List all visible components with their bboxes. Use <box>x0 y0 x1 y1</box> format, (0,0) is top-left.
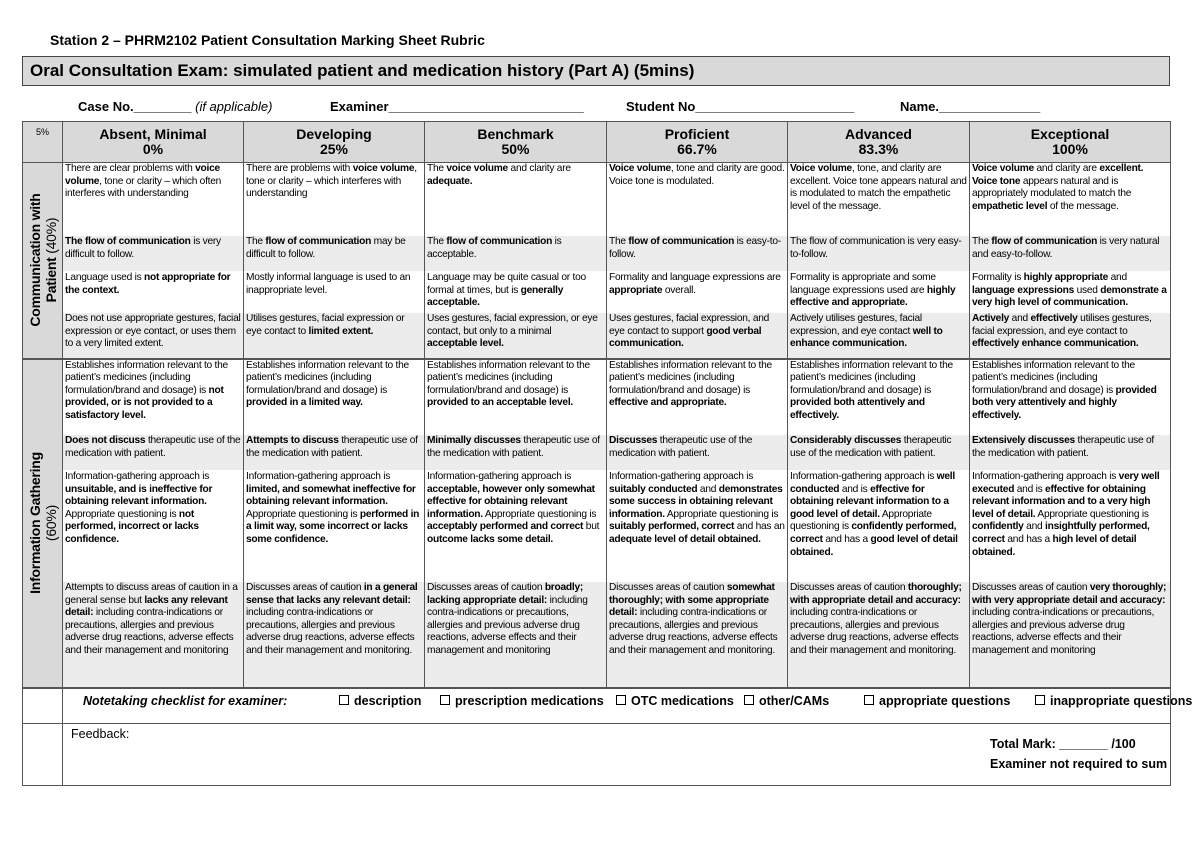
rubric-cell[interactable]: Information-gathering approach is unsuitable, and is ineffective for obtaining relevant information. Appropriate questioning is not performed, incorrect or lacks confidence. <box>63 471 244 582</box>
rubric-row <box>23 582 1171 688</box>
rubric-cell[interactable]: Voice volume, tone, and clarity are excellent. Voice tone appears natural and is modulated to match the empathetic level of the message. <box>788 163 970 236</box>
total-mark-field[interactable]: Total Mark: _______ /100 <box>990 737 1136 751</box>
checkbox-icon[interactable] <box>1035 695 1045 705</box>
rubric-cell[interactable]: Discusses therapeutic use of the medication with patient. <box>607 435 788 471</box>
level-header: Exceptional 100% <box>970 122 1171 163</box>
section-title-vertical: Communication with Patient (40%) <box>26 193 59 327</box>
examiner-field[interactable]: Examiner___________________________ <box>330 99 584 114</box>
rubric-cell[interactable]: Actively utilises gestures, facial expression, and eye contact well to enhance communication. <box>788 313 970 359</box>
rubric-cell[interactable]: Information-gathering approach is suitably conducted and demonstrates some success in obtaining relevant information. Appropriate questioning is suitably performed, correct and has an adequate level of detail obtained. <box>607 471 788 582</box>
weight-header: 5% <box>23 122 63 163</box>
checkbox-icon[interactable] <box>440 695 450 705</box>
rubric-cell[interactable]: Formality is appropriate and some language expressions used are highly effective and appropriate. <box>788 272 970 313</box>
checkbox-icon[interactable] <box>339 695 349 705</box>
section-title: Information Gathering <box>26 452 43 594</box>
section-pct: (60%) <box>42 504 59 542</box>
rubric-cell[interactable]: Establishes information relevant to the patient’s medicines (including formulation/brand and dosage) is effective and appropriate. <box>607 359 788 435</box>
rubric-row <box>23 272 1171 313</box>
rubric-cell[interactable]: Discusses areas of caution thoroughly; with appropriate detail and accuracy: including contra-indications or precautions, allergies and previous adverse drug reactions, adverse effects and their management and monitoring. <box>788 582 970 688</box>
rubric-cell[interactable]: Minimally discusses therapeutic use of the medication with patient. <box>425 435 607 471</box>
checklist-item-appropriate-questions[interactable]: appropriate questions <box>864 693 1010 709</box>
rubric-row <box>23 359 1171 435</box>
rubric-cell[interactable]: Discusses areas of caution in a general sense that lacks any relevant detail: including contra-indications or precautions, allergies and previous adverse drug reactions, adverse effects and their management and monitoring. <box>244 582 425 688</box>
rubric-cell[interactable]: The voice volume and clarity are adequate. <box>425 163 607 236</box>
rubric-row <box>23 471 1171 582</box>
checklist-intro: Notetaking checklist for examiner: <box>83 693 288 708</box>
level-header: Proficient 66.7% <box>607 122 788 163</box>
rubric-cell[interactable]: Discusses areas of caution broadly; lacking appropriate detail: including contra-indications or precautions, allergies and previous adverse drug reactions, adverse effects and their management and monitoring <box>425 582 607 688</box>
communication-section <box>23 163 1171 359</box>
rubric-row <box>23 236 1171 272</box>
rubric-cell[interactable]: Language may be quite casual or too formal at times, but is generally acceptable. <box>425 272 607 313</box>
rubric-cell[interactable]: The flow of communication is acceptable. <box>425 236 607 272</box>
checkbox-icon[interactable] <box>864 695 874 705</box>
rubric-cell[interactable]: Attempts to discuss therapeutic use of the medication with patient. <box>244 435 425 471</box>
level-header: Advanced 83.3% <box>788 122 970 163</box>
rubric-cell[interactable]: Language used is not appropriate for the context. <box>63 272 244 313</box>
section-label <box>23 163 63 359</box>
total-mark <box>990 734 1170 774</box>
level-header: Developing 25% <box>244 122 425 163</box>
exam-title: Oral Consultation Exam: simulated patient and medication history (Part A) (5mins) <box>22 56 1170 86</box>
rubric-cell[interactable]: Attempts to discuss areas of caution in a general sense but lacks any relevant detail: including contra-indications or precautions, allergies and previous adverse drug reactions, adverse effects and their management and monitoring <box>63 582 244 688</box>
rubric-cell[interactable]: Mostly informal language is used to an inappropriate level. <box>244 272 425 313</box>
section-title: Communication with <box>26 193 43 327</box>
rubric-cell[interactable]: Formality is highly appropriate and language expressions used demonstrate a very high level of communication. <box>970 272 1171 313</box>
checkbox-icon[interactable] <box>744 695 754 705</box>
rubric-cell[interactable]: Utilises gestures, facial expression or eye contact to limited extent. <box>244 313 425 359</box>
rubric-cell[interactable]: Does not discuss therapeutic use of the medication with patient. <box>63 435 244 471</box>
rubric-cell[interactable]: Voice volume and clarity are excellent. Voice tone appears natural and is appropriately modulated to match the empathetic level of the message. <box>970 163 1171 236</box>
rubric-cell[interactable]: Information-gathering approach is very well executed and is effective for obtaining relevant information and to a very high level of detail. Appropriate questioning is confidently and insightfully performed, correct and has a high level of detail obtained. <box>970 471 1171 582</box>
checklist-item-prescription[interactable]: prescription medications <box>440 693 604 709</box>
rubric-cell[interactable]: Formality and language expressions are appropriate overall. <box>607 272 788 313</box>
rubric-cell[interactable]: The flow of communication is very natural and easy-to-follow. <box>970 236 1171 272</box>
feedback-label: Feedback: <box>71 727 130 741</box>
total-mark-note: Examiner not required to sum <box>990 757 1168 771</box>
rubric-cell[interactable]: Voice volume, tone and clarity are good. Voice tone is modulated. <box>607 163 788 236</box>
rubric-cell[interactable]: The flow of communication is very easy-to-follow. <box>788 236 970 272</box>
rubric-cell[interactable]: The flow of communication may be difficult to follow. <box>244 236 425 272</box>
section-pct: (40%) <box>42 217 59 255</box>
checklist-item-cams[interactable]: other/CAMs <box>744 693 829 709</box>
checkbox-icon[interactable] <box>616 695 626 705</box>
section-title-vertical <box>27 452 59 594</box>
rubric-cell[interactable]: Information-gathering approach is acceptable, however only somewhat effective for obtaining relevant information. Appropriate questioning is acceptably performed and correct but outcome lacks some detail. <box>425 471 607 582</box>
rubric-cell[interactable]: Discusses areas of caution somewhat thoroughly; with some appropriate detail: including contra-indications or precautions, allergies and previous adverse drug reactions, adverse effects and their management and monitoring. <box>607 582 788 688</box>
rubric-cell[interactable]: Establishes information relevant to the patient’s medicines (including formulation/brand and dosage) is provided to an acceptable level. <box>425 359 607 435</box>
checklist-item-description[interactable]: description <box>339 693 421 709</box>
student-number-field[interactable]: Student No______________________ <box>626 99 855 114</box>
feedback-box[interactable] <box>63 724 1171 786</box>
rubric-cell[interactable]: Establishes information relevant to the patient’s medicines (including formulation/brand and dosage) is provided both very attentively and highly effectively. <box>970 359 1171 435</box>
case-note: (if applicable) <box>195 99 273 114</box>
rubric-cell[interactable]: Considerably discusses therapeutic use of the medication with patient. <box>788 435 970 471</box>
rubric-cell[interactable]: The flow of communication is very difficult to follow. <box>63 236 244 272</box>
rubric-cell[interactable]: Information-gathering approach is limited, and somewhat ineffective for obtaining relevant information. Appropriate questioning is performed in a limit way, some incorrect or lacks some confidence. <box>244 471 425 582</box>
rubric-cell[interactable]: Establishes information relevant to the patient’s medicines (including formulation/brand and dosage) is not provided, or is not provided to a satisfactory level. <box>63 359 244 435</box>
rubric-row <box>23 435 1171 471</box>
rubric-cell[interactable]: Actively and effectively utilises gestures, facial expression, and eye contact to effectively enhance communication. <box>970 313 1171 359</box>
rubric-cell[interactable]: Information-gathering approach is well conducted and is effective for obtaining relevant information to a good level of detail. Appropriate questioning is confidently performed, correct and has a good level of detail obtained. <box>788 471 970 582</box>
rubric-cell[interactable]: Does not use appropriate gestures, facial expression or eye contact, or uses them to a very limited extent. <box>63 313 244 359</box>
rubric-cell[interactable]: There are problems with voice volume, tone or clarity – which interferes with understanding <box>244 163 425 236</box>
checklist-item-inappropriate-questions[interactable]: inappropriate questions <box>1035 693 1192 709</box>
rubric-cell[interactable]: Uses gestures, facial expression, and eye contact to support good verbal communication. <box>607 313 788 359</box>
case-number-field[interactable]: Case No.________ (if applicable) <box>78 99 273 114</box>
information-gathering-section <box>23 359 1171 688</box>
rubric-row <box>23 313 1171 359</box>
rubric-cell[interactable]: Establishes information relevant to the patient’s medicines (including formulation/brand and dosage) is provided both attentively and effectively. <box>788 359 970 435</box>
exam-details-row <box>0 99 1200 117</box>
rubric-cell[interactable]: The flow of communication is easy-to-follow. <box>607 236 788 272</box>
feedback-spacer-cell <box>23 724 63 786</box>
level-header: Benchmark 50% <box>425 122 607 163</box>
rubric-cell[interactable]: Uses gestures, facial expression, or eye contact, but only to a minimal acceptable level. <box>425 313 607 359</box>
level-header: Absent, Minimal 0% <box>63 122 244 163</box>
checklist-item-otc[interactable]: OTC medications <box>616 693 734 709</box>
rubric-cell[interactable]: There are clear problems with voice volume, tone or clarity – which often interferes with understanding <box>63 163 244 236</box>
station-title: Station 2 – PHRM2102 Patient Consultation Marking Sheet Rubric <box>50 32 485 48</box>
rubric-cell[interactable]: Extensively discusses therapeutic use of the medication with patient. <box>970 435 1171 471</box>
checklist-spacer-cell <box>23 688 63 724</box>
student-name-field[interactable]: Name.______________ <box>900 99 1041 114</box>
notetaking-checklist <box>63 688 1193 724</box>
section-label <box>23 359 63 688</box>
rubric-row <box>23 163 1171 236</box>
rubric-cell[interactable]: Establishes information relevant to the patient’s medicines (including formulation/brand and dosage) is provided in a limited way. <box>244 359 425 435</box>
rubric-cell[interactable]: Discusses areas of caution very thoroughly; with very appropriate detail and accuracy: including contra-indications or precautions, allergies and previous adverse drug reactions, adverse effects and their management and monitoring <box>970 582 1171 688</box>
marking-rubric-table <box>22 121 1193 786</box>
